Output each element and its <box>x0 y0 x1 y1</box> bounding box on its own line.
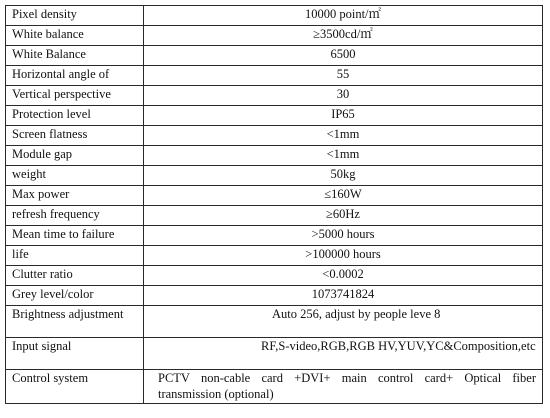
table-row <box>6 370 543 404</box>
table-row <box>6 166 543 186</box>
row-value: 10000 point/㎡ <box>144 6 543 26</box>
row-value: <1mm <box>144 126 543 146</box>
row-value: <0.0002 <box>144 266 543 286</box>
row-label: Module gap <box>6 146 144 166</box>
row-value: <1mm <box>144 146 543 166</box>
spec-table <box>5 5 543 404</box>
row-label: White Balance <box>6 46 144 66</box>
table-row <box>6 186 543 206</box>
row-label: Screen flatness <box>6 126 144 146</box>
row-label: Vertical perspective <box>6 86 144 106</box>
row-value: Auto 256, adjust by people leve 8 <box>144 306 543 338</box>
table-row <box>6 266 543 286</box>
row-label: Max power <box>6 186 144 206</box>
row-label: Brightness adjustment <box>6 306 144 338</box>
row-label: life <box>6 246 144 266</box>
table-row <box>6 226 543 246</box>
row-value: RF,S-video,RGB,RGB HV,YUV,YC&Composition,etc <box>144 338 543 370</box>
row-label: White balance <box>6 26 144 46</box>
row-label: Protection level <box>6 106 144 126</box>
table-row <box>6 146 543 166</box>
table-row <box>6 338 543 370</box>
table-row <box>6 86 543 106</box>
row-value: ≥60Hz <box>144 206 543 226</box>
row-value: IP65 <box>144 106 543 126</box>
table-row <box>6 286 543 306</box>
row-label: weight <box>6 166 144 186</box>
table-row <box>6 66 543 86</box>
table-row <box>6 46 543 66</box>
row-label: Clutter ratio <box>6 266 144 286</box>
row-label: Grey level/color <box>6 286 144 306</box>
row-label: Horizontal angle of <box>6 66 144 86</box>
row-label: Mean time to failure <box>6 226 144 246</box>
row-value: 55 <box>144 66 543 86</box>
row-label: Control system <box>6 370 144 404</box>
row-value: 30 <box>144 86 543 106</box>
spec-table-body <box>6 6 543 404</box>
row-label: Pixel density <box>6 6 144 26</box>
row-value: ≥3500cd/㎡ <box>144 26 543 46</box>
table-row <box>6 126 543 146</box>
table-row <box>6 206 543 226</box>
row-value: PCTV non-cable card +DVI+ main control card+ Optical fiber transmission (optional) <box>144 370 543 404</box>
table-row <box>6 106 543 126</box>
table-row <box>6 246 543 266</box>
row-label: Input signal <box>6 338 144 370</box>
row-value: 6500 <box>144 46 543 66</box>
row-value: >100000 hours <box>144 246 543 266</box>
row-value: ≤160W <box>144 186 543 206</box>
row-value: >5000 hours <box>144 226 543 246</box>
row-value: 1073741824 <box>144 286 543 306</box>
table-row <box>6 306 543 338</box>
row-value: 50kg <box>144 166 543 186</box>
table-row <box>6 26 543 46</box>
table-row <box>6 6 543 26</box>
row-label: refresh frequency <box>6 206 144 226</box>
